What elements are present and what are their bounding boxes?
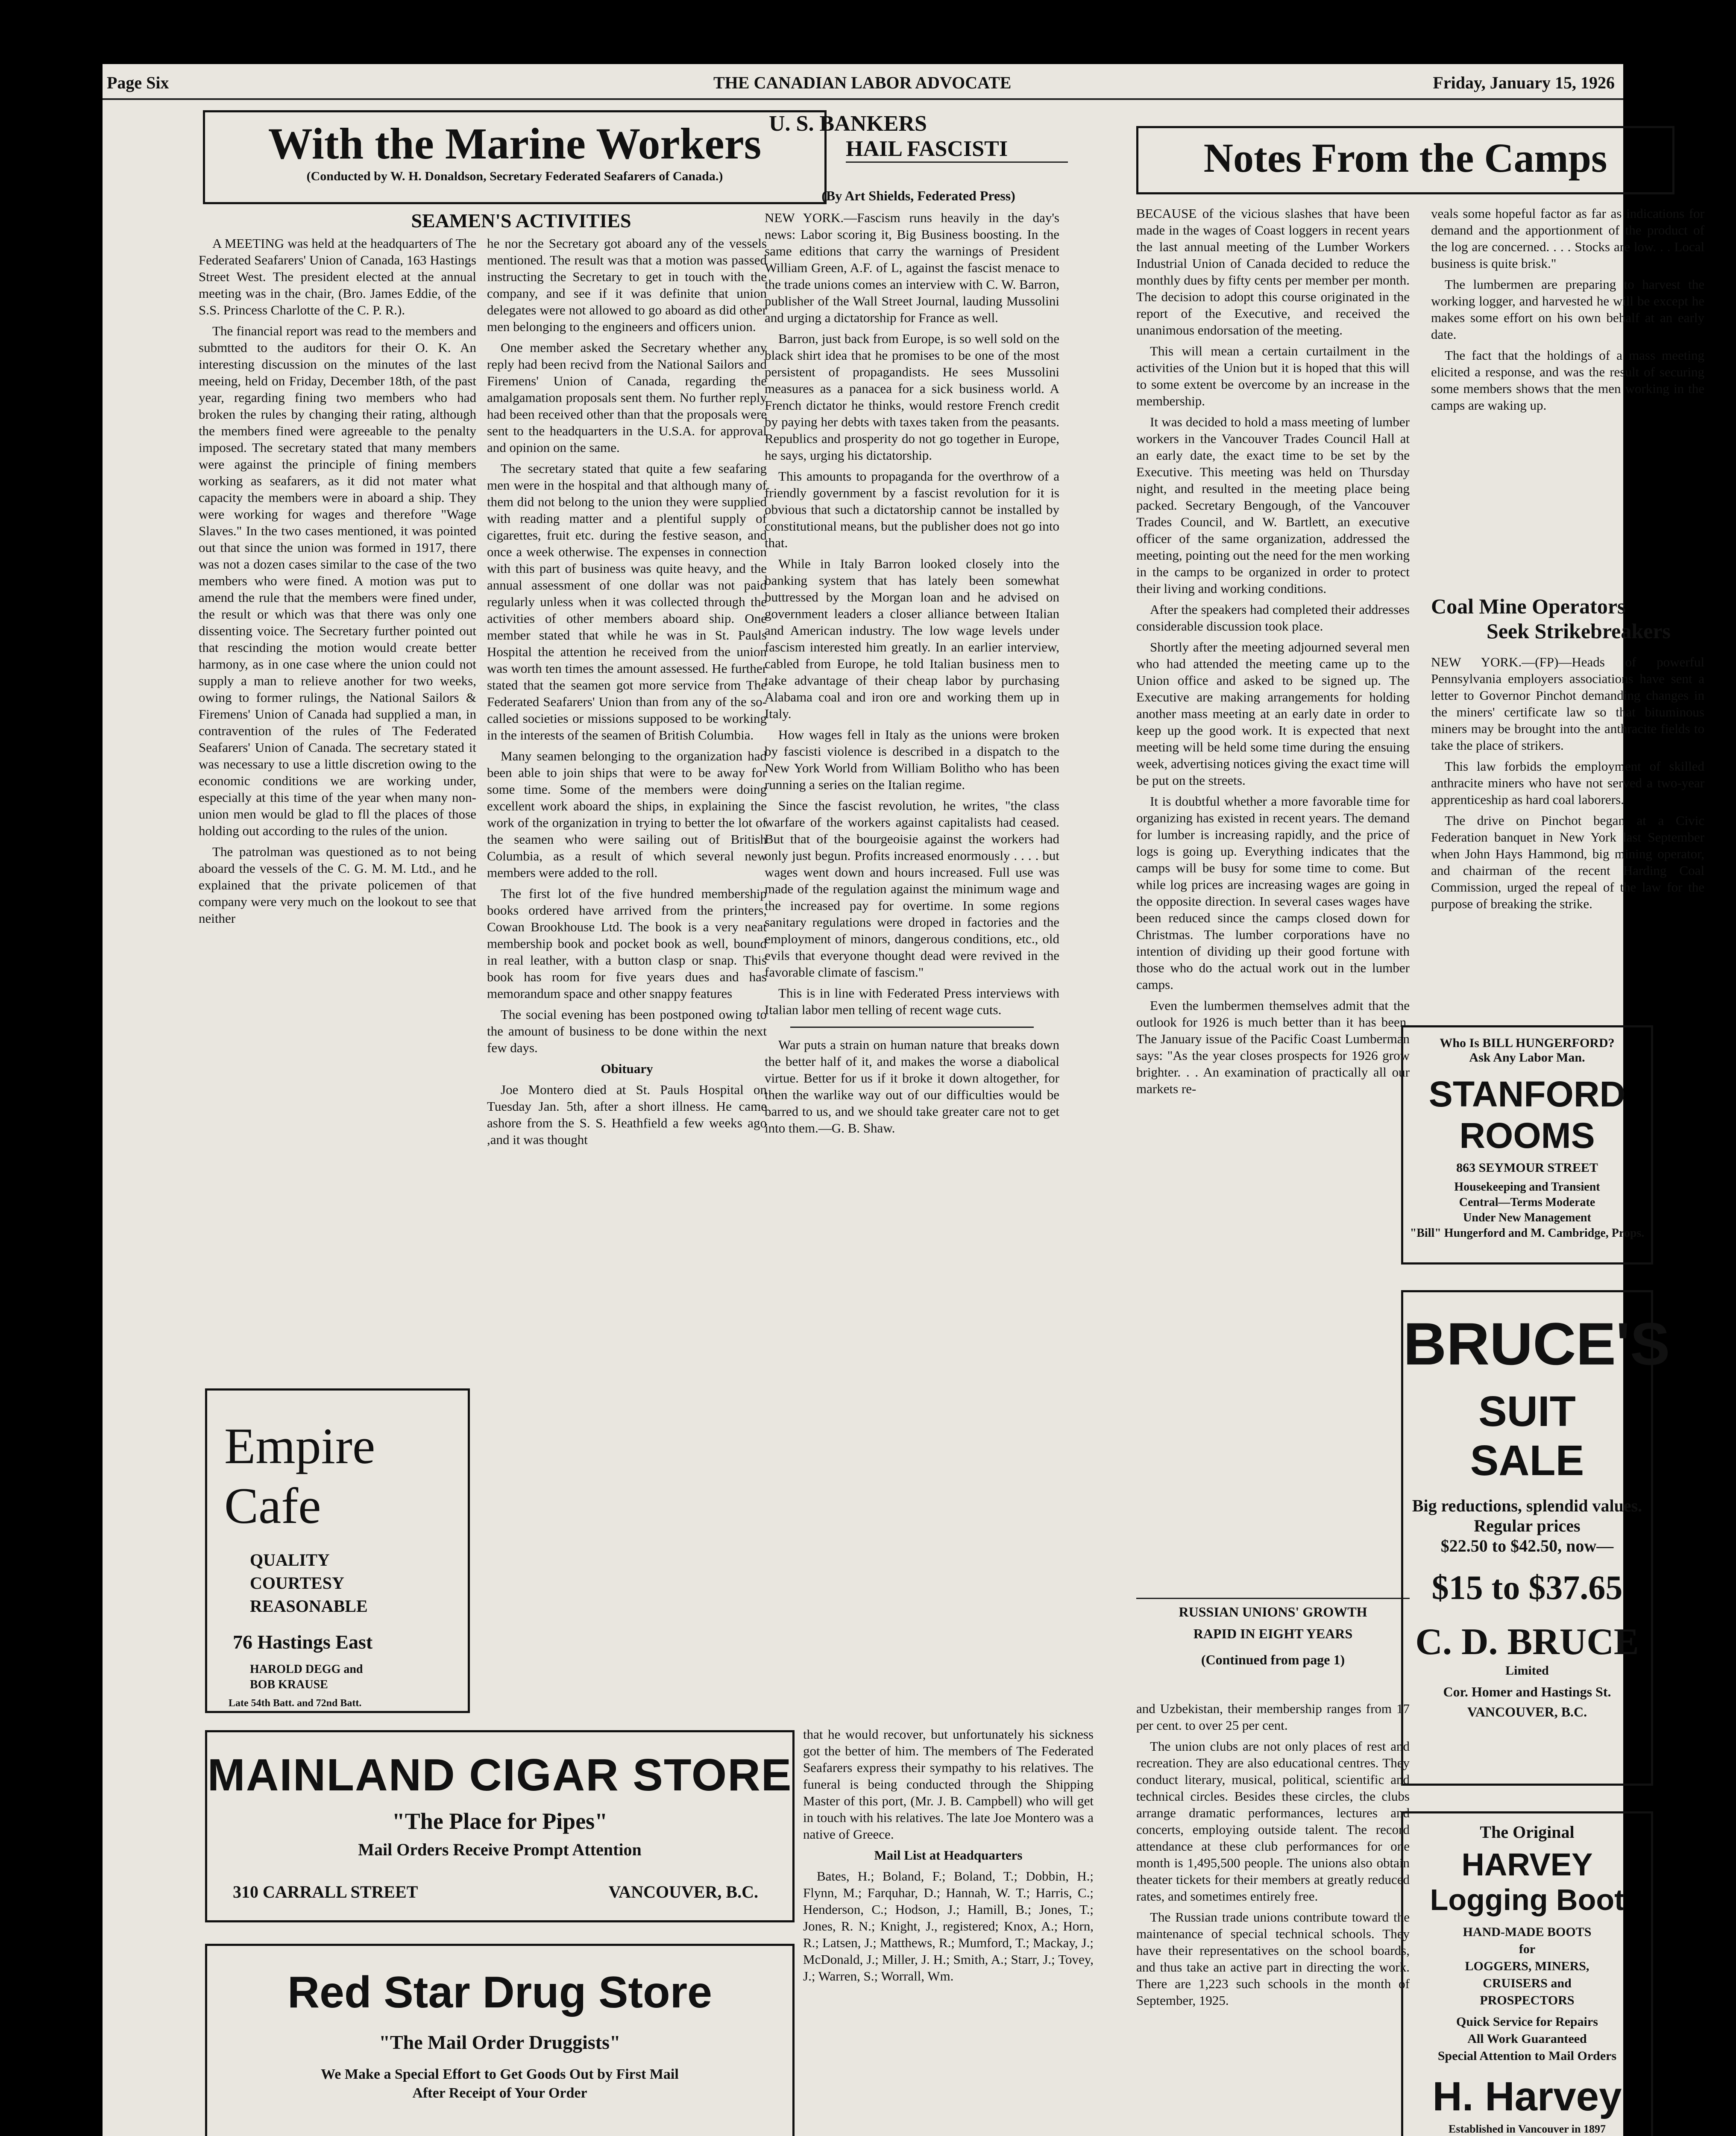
paragraph: Shortly after the meeting adjourned several men who had attended the meeting came up to the Union office and asked to be signed up. The Executive are making arrangements for holding another mass meeting at an early date in order to keep up the good work. It is expected that next meeting will be held some time during the ensuing week, advertising notices giving the exact time will be put on the streets. <box>1136 640 1410 788</box>
bruce-store: C. D. BRUCE <box>1415 1621 1639 1663</box>
ad-red-star-drug <box>205 1944 795 2136</box>
harvey-line: All Work Guaranteed <box>1467 2032 1587 2046</box>
paragraph: This is in line with Federated Press interviews with Italian labor men telling of recent wage cuts. <box>765 986 1059 1017</box>
paragraph: A MEETING was held at the headquarters of The Federated Seafarers' Union of Canada, 163 Hastings Street West. The president elected at the annual meeting was in the chair, (Bro. James Eddie, of the S.S. Princess Charlotte of the C. P. R.). <box>199 236 476 317</box>
paragraph: The fact that the holdings of a mass meeting elicited a response, and was the result of securing some members shows that the men working in the camps are waking up. <box>1431 348 1704 413</box>
ad-empire-cafe <box>205 1388 470 1713</box>
mail-list-heading: Mail List at Headquarters <box>874 1848 1023 1863</box>
paragraph: After the speakers had completed their addresses considerable discussion took place. <box>1136 602 1410 634</box>
bruce-city: VANCOUVER, B.C. <box>1467 1704 1587 1719</box>
bruce-suit: SUIT <box>1478 1388 1576 1435</box>
empire-line: REASONABLE <box>250 1596 368 1616</box>
paragraph: The secretary stated that quite a few seafaring men were in the hospital and that although many of them did not belong to the union they were supplied with reading matter and a plentiful supply of cigarettes, fruit etc. during the festive season, and once a week otherwise. The expenses in connection with this part of business was quite heavy, and the annual assessment of one dollar was not paid regularly unless when it was collected through the activities of other members aboard ship. One member stated that while he was in St. Pauls Hospital the attention he received from the union was worth ten times the amount assessed. He further stated that the seamen got more service from The Federated Seafarers' Union than from any of the so-called societies or missions supposed to be working in the interests of the seamen of British Columbia. <box>487 461 767 742</box>
bruce-name: BRUCE'S <box>1403 1310 1670 1377</box>
coal-headline-1: Coal Mine Operators <box>1431 594 1626 618</box>
empire-address: 76 Hastings East <box>233 1631 373 1653</box>
harvey-line: LOGGERS, MINERS, <box>1465 1959 1589 1973</box>
bankers-body <box>765 209 1059 1141</box>
newspaper-page <box>103 64 1704 2136</box>
empire-line: COURTESY <box>250 1573 344 1593</box>
paragraph: This law forbids the employment of skilled anthracite miners who have not served a two-year apprenticeship as hard coal laborers. <box>1431 759 1704 807</box>
stanford-line: Central—Terms Moderate <box>1459 1196 1595 1209</box>
page-number: Page Six <box>107 73 169 92</box>
coal-head <box>1431 594 1704 643</box>
bankers-byline: (By Art Shields, Federated Press) <box>821 188 1015 203</box>
stanford-address: 863 SEYMOUR STREET <box>1456 1161 1598 1175</box>
bruce-address: Cor. Homer and Hastings St. <box>1443 1684 1611 1699</box>
paragraph: BECAUSE of the vicious slashes that have been made in the wages of Coast loggers in recent years the last annual meeting of the Lumber Workers Industrial Union of Canada decided to reduce the monthly dues by fifty cents per member per month. The decision to adopt this course originated in the report of the Executive, and received the unanimous endorsation of the meeting. <box>1136 206 1410 337</box>
harvey-line: Special Attention to Mail Orders <box>1437 2049 1617 2063</box>
harvey-line: for <box>1519 1942 1536 1956</box>
paragraph: It is doubtful whether a more favorable time for organizing has existed in recent years. The demand for lumber is increasing rapidly, and the price of logs is going up. Everything indicates that the camps will be busy for some time to come. But while log prices are increasing wages are going in the opposite direction. In several cases wages have been reduced since the camps closed down for Christmas. The lumber corporations have no intention of dividing up their good fortune with those who do the actual work out in the lumber camps. <box>1136 794 1410 992</box>
paragraph: Since the fascist revolution, he writes, "the class warfare of the workers against capitalists had ceased. But that of the bourgeoisie against the workers had only just begun. Profits increased enormously . . . . but wages went down and hours increased. Full use was made of the regulation against the minimum wage and the increased pay for overtime. In some regions sanitary regulations were droped in factories and the employment of minors, dangerous conditions, etc., old evils that everyone thought dead were revived in the favorable climate of fascism." <box>765 798 1059 980</box>
paragraph: The drive on Pinchot began at a Civic Federation banquet in New York last September when John Hays Hammond, big mining operator, and chairman of the recent Harding Coal Commission, urged the repeal of the law for the purpose of breaking the strike. <box>1431 813 1704 911</box>
mainland-mail: Mail Orders Receive Prompt Attention <box>358 1840 642 1859</box>
redstar-line: We Make a Special Effort to Get Goods Out by First Mail <box>321 2066 679 2082</box>
paragraph: This will mean a certain curtailment in the activities of the Union but it is hoped that this will to some extent be overcome by an increase in the membership. <box>1136 343 1410 408</box>
camps-col-1 <box>1136 205 1410 1101</box>
ad-harvey-logging-boot <box>1401 1811 1653 2136</box>
stanford-line: "Bill" Hungerford and M. Cambridge, Props. <box>1410 1226 1645 1240</box>
paragraph: veals some hopeful factor as far as indications for demand and the apportionment of the product of the log are concerned. . . . Stocks are low. . . Local business is quite brisk." <box>1431 206 1704 271</box>
issue-date: Friday, January 15, 1926 <box>1433 73 1615 92</box>
bankers-head <box>769 111 1068 163</box>
bankers-headline-2: HAIL FASCISTI <box>846 136 1068 163</box>
paper-name: THE CANADIAN LABOR ADVOCATE <box>713 73 1012 92</box>
russian-headline-2: RAPID IN EIGHT YEARS <box>1193 1626 1353 1641</box>
stanford-question: Who Is BILL HUNGERFORD? <box>1440 1036 1615 1050</box>
harvey-product: Logging Boot <box>1430 1883 1625 1916</box>
mainland-name: MAINLAND CIGAR STORE <box>207 1750 792 1800</box>
russian-headline-1: RUSSIAN UNIONS' GROWTH <box>1179 1604 1367 1620</box>
paragraph: NEW YORK.—Fascism runs heavily in the day's news: Labor scoring it, Big Business boosting. In the same editions that carry the warnings of President William Green, A.F. of L, against the fascist menace to the trade unions comes an interview with C. W. Barron, publisher of the Wall Street Journal, lauding Mussolini and urging a dictatorship for France as well. <box>765 210 1059 325</box>
paragraph: Even the lumbermen themselves admit that the outlook for 1926 is much better than it has been. The January issue of the Pacific Coast Lumberman says: "As the year closes prospects for 1926 grow brighter. . . An examination of practically all our markets re- <box>1136 998 1410 1096</box>
ad-stanford-rooms <box>1401 1025 1653 1265</box>
paragraph: The lumbermen are preparing to harvest the working logger, and harvested he will be except he makes some effort on his own behalf at an early date. <box>1431 277 1704 342</box>
bruce-text: Big reductions, splendid values. Regular prices <box>1412 1496 1642 1535</box>
paragraph: While in Italy Barron looked closely into the banking system that has lately been somewhat buttressed by the Morgan loan and he advised on government leaders a closer alliance between Italian and American industry. The low wage levels under fascism interested him greatly. In an earlier interview, cabled from Europe, he told Italian business men to take advantage of their cheap labor by purchasing Alabama coal and iron ore and working them up in Italy. <box>765 556 1059 721</box>
harvey-line: Quick Service for Repairs <box>1456 2015 1598 2029</box>
paragraph: that he would recover, but unfortunately his sickness got the better of him. The members of The Federated Seafarers express their sympathy to his relatives. The funeral is being conducted through the Shipping Master of this port, (Mr. J. B. Campbell) who will get in touch with his relatives. The late Joe Montero was a native of Greece. <box>803 1727 1094 1842</box>
harvey-name: H. Harvey <box>1432 2074 1622 2119</box>
paragraph: How wages fell in Italy as the unions were broken by fascisti violence is described in a dispatch to the New York World from William Bolitho who has been running a series on the Italian regime. <box>765 727 1059 792</box>
camps-title-box <box>1136 126 1674 194</box>
empire-proprietor: BOB KRAUSE <box>250 1678 328 1691</box>
russian-continued: (Continued from page 1) <box>1201 1652 1345 1667</box>
paragraph: The social evening has been postponed owing to the amount of business to be done within the next few days. <box>487 1007 767 1055</box>
harvey-line: HAND-MADE BOOTS <box>1463 1925 1592 1939</box>
russian-head <box>1136 1604 1410 1668</box>
paragraph: The first lot of the five hundred membership books ordered have arrived from the printers, Cowan Brookhouse Ltd. The book is a very neat membership book and pocket book as well, bound in real leather, with a button clasp or snap. This book has room for five years dues and has memorandum space and other snappy features <box>487 886 767 1001</box>
paragraph: This amounts to propaganda for the overthrow of a friendly government by a fascist revolution for it is obvious that such a dictatorship cannot be installed by constitutional means, but the publisher does not go into that. <box>765 469 1059 550</box>
paragraph: Barron, just back from Europe, is so well sold on the black shirt idea that he promises to be one of the most persistent of propagandists. He sees Mussolini measures as a panacea for a sick business world. A French dictator he thinks, would restore French credit by paying her debts with taxes taken from the peasants. Republics and prosperity do not go together in Europe, he says, urging his dictatorship. <box>765 331 1059 463</box>
redstar-name: Red Star Drug Store <box>287 1968 712 2017</box>
mainland-address: 310 CARRALL STREET <box>233 1882 418 1901</box>
stanford-name-1: STANFORD <box>1428 1074 1626 1114</box>
coal-body <box>1431 654 1704 916</box>
paragraph: It was decided to hold a mass meeting of lumber workers in the Vancouver Trades Council Hall at an early date, the exact time to be set by the Executive. This meeting was held on Thursday night, and resulted in the meeting place being packed. Secretary Bengough, of the Vancouver Trades Council, and W. Bartlett, an executive officer of the same organization, addressed the meeting, pointing out the need for the men working in the camps to be organized in order to protect their living and working conditions. <box>1136 414 1410 596</box>
marine-byline: (Conducted by W. H. Donaldson, Secretary Federated Seafarers of Canada.) <box>306 169 723 183</box>
paragraph: Many seamen belonging to the organization had been able to join ships that were to be away for some time. Some of the members were doing excellent work aboard the ships, in explaining the work of the organization in trying to better the lot of the seamen who were sailing out of British Columbia, as a result of which several new members were added to the roll. <box>487 748 767 880</box>
mainland-slogan: "The Place for Pipes" <box>392 1808 608 1834</box>
russian-body <box>1136 1700 1410 2013</box>
seamen-headline: SEAMEN'S ACTIVITIES <box>411 210 631 232</box>
coal-headline-2: Seek Strikebreakers <box>1487 619 1671 643</box>
obituary-heading: Obituary <box>601 1061 653 1076</box>
empire-name-2: Cafe <box>224 1477 321 1534</box>
montero-continued <box>803 1726 1094 1989</box>
harvey-line: PROSPECTORS <box>1480 1993 1575 2007</box>
divider <box>790 1027 1034 1028</box>
stanford-line: Housekeeping and Transient <box>1454 1180 1600 1194</box>
stanford-name-2: ROOMS <box>1459 1115 1595 1156</box>
bruce-sale: SALE <box>1470 1437 1584 1485</box>
empire-name-1: Empire <box>224 1417 375 1474</box>
empire-proprietor: HAROLD DEGG and <box>250 1663 363 1676</box>
marine-title-box <box>203 110 827 204</box>
paragraph: NEW YORK.—(FP)—Heads of powerful Pennsylvania employers associations have sent a letter to Governor Pinchot demanding changes in the miners' certificate law so that bituminous miners may be brought into the anthracite fields to take the place of strikers. <box>1431 654 1704 753</box>
shaw-quote: War puts a strain on human nature that breaks down the better half of it, and makes the worse a diabolical virtue. Better for us if it broke it down altogether, for then the warlike way out of our difficulties would be barred to us, and we should take greater care not to get into them.—G. B. Shaw. <box>765 1037 1059 1135</box>
harvey-brand: HARVEY <box>1461 1847 1593 1882</box>
russian-rule <box>1136 1598 1410 1599</box>
mail-list: Bates, H.; Boland, F.; Boland, T.; Dobbin, H.; Flynn, M.; Farquhar, D.; Hannah, W. T.; Harris, C.; Henderson, C.; Hodson, J.; Hamill, B.; Jones, T.; Jones, R. N.; Knight, J., registered; Knox, A.; Horn, R.; Latsen, J.; Matthews, R.; Mumford, T.; Mackay, J.; McDonald, J.; Miller, J. H.; Smith, A.; Starr, J.; Tovey, J.; Warren, S.; Worrall, Wm. <box>803 1869 1094 1983</box>
ad-mainland-cigar <box>205 1730 795 1922</box>
paragraph: The union clubs are not only places of rest and recreation. They are also educational centres. They conduct literary, musical, political, scientific and technical circles. Besides these circles, the clubs arrange dramatic performances, lectures and concerts, employing outside talent. The record attendance at these club performances for one month is 1,495,500 people. The unions also obtain theater tickets for their members at greatly reduced rates, and sometimes entirely free. <box>1136 1739 1410 1904</box>
harvey-line: CRUISERS and <box>1483 1976 1572 1990</box>
stanford-answer: Ask Any Labor Man. <box>1469 1050 1585 1065</box>
marine-title: With the Marine Workers <box>268 119 762 168</box>
paragraph: One member asked the Secretary whether any reply had been recivd from the National Sailors and Firemens' Union of Canada, regarding the amalgamation proposals sent them. No further reply had been received other than that the proposals were sent to the headquarters in the U.S.A. for approval and opinion on the same. <box>487 340 767 455</box>
bruce-limited: Limited <box>1505 1664 1549 1678</box>
paragraph: The financial report was read to the members and submtted to the auditors for their O. K. An interesting discussion on the minutes of the last meeing, held on Friday, December 18th, of the past year, regarding fining two members who had broken the rules by changing their rating, although the members fined were agreeable to the penalty imposed. The secretary stated that many members were against the principle of fining members working as seafarers, as it did not mater what capacity the members were in aboard a ship. They were working for wages and therefore "Wage Slaves." In the two cases mentioned, it was pointed out that since the union was formed in 1917, there was not a dozen cases similar to the case of the two members who were fined. A motion was put to amend the rule that the members were fined under, the result or which was that there was only one dissenting voice. The Secretary further pointed out that rescinding the motion would create better harmony, as in one case where the union could not supply a man to relieve another for two weeks, owing to former rulings, the National Sailors & Firemens' Union of Canada had supplied a man, in contravention of the rules of The Federated Seafarers' Union of Canada. The secretary stated it was necessary to use a little discretion owing to the economic conditions we are working under, especially at this time of the year when many non-union men would be glad to fll the places of those holding out according to the rules of the union. <box>199 323 476 838</box>
empire-note: Late 54th Batt. and 72nd Batt. <box>229 1698 362 1709</box>
harvey-established: Established in Vancouver in 1897 <box>1449 2123 1606 2135</box>
page-header <box>103 64 1623 100</box>
harvey-line: The Original <box>1480 1822 1575 1842</box>
camps-title: Notes From the Camps <box>1203 135 1607 181</box>
redstar-line: After Receipt of Your Order <box>412 2085 587 2101</box>
paragraph: he nor the Secretary got aboard any of the vessels mentioned. The result was that a motion was passed instructing the Secretary to get in touch with the company, and see if it was definite that union delegates were not allowed to go aboard as did other men belonging to the engineers and officers union. <box>487 236 767 334</box>
paragraph: and Uzbekistan, their membership ranges from 17 per cent. to over 25 per cent. <box>1136 1701 1410 1733</box>
bruce-price: $15 to $37.65 <box>1431 1569 1623 1607</box>
ad-bruces-suit-sale <box>1401 1290 1670 1786</box>
paragraph: The Russian trade unions contribute toward the maintenance of special technical schools. They have their representatives on the school boards, and thus take an active part in directing the work. There are 1,223 such schools in the month of September, 1925. <box>1136 1910 1410 2008</box>
paragraph: Joe Montero died at St. Pauls Hospital on Tuesday Jan. 5th, after a short illness. He came ashore from the S. S. Heathfield a few weeks ago ,and it was thought <box>487 1082 767 1147</box>
mainland-city: VANCOUVER, B.C. <box>608 1882 758 1901</box>
marine-col-2 <box>487 235 767 1152</box>
bruce-text: $22.50 to $42.50, now— <box>1440 1536 1614 1555</box>
camps-col-2 <box>1431 205 1704 418</box>
empire-line: QUALITY <box>250 1550 330 1570</box>
paragraph: The patrolman was questioned as to not being aboard the vessels of the C. G. M. M. Ltd., and he explained that the private policemen of that company were very much on the lookout to see that neither <box>199 844 476 926</box>
marine-col-1 <box>199 235 476 931</box>
redstar-slogan: "The Mail Order Druggists" <box>379 2031 621 2053</box>
stanford-line: Under New Management <box>1463 1211 1591 1224</box>
bankers-headline-1: U. S. BANKERS <box>769 111 927 136</box>
